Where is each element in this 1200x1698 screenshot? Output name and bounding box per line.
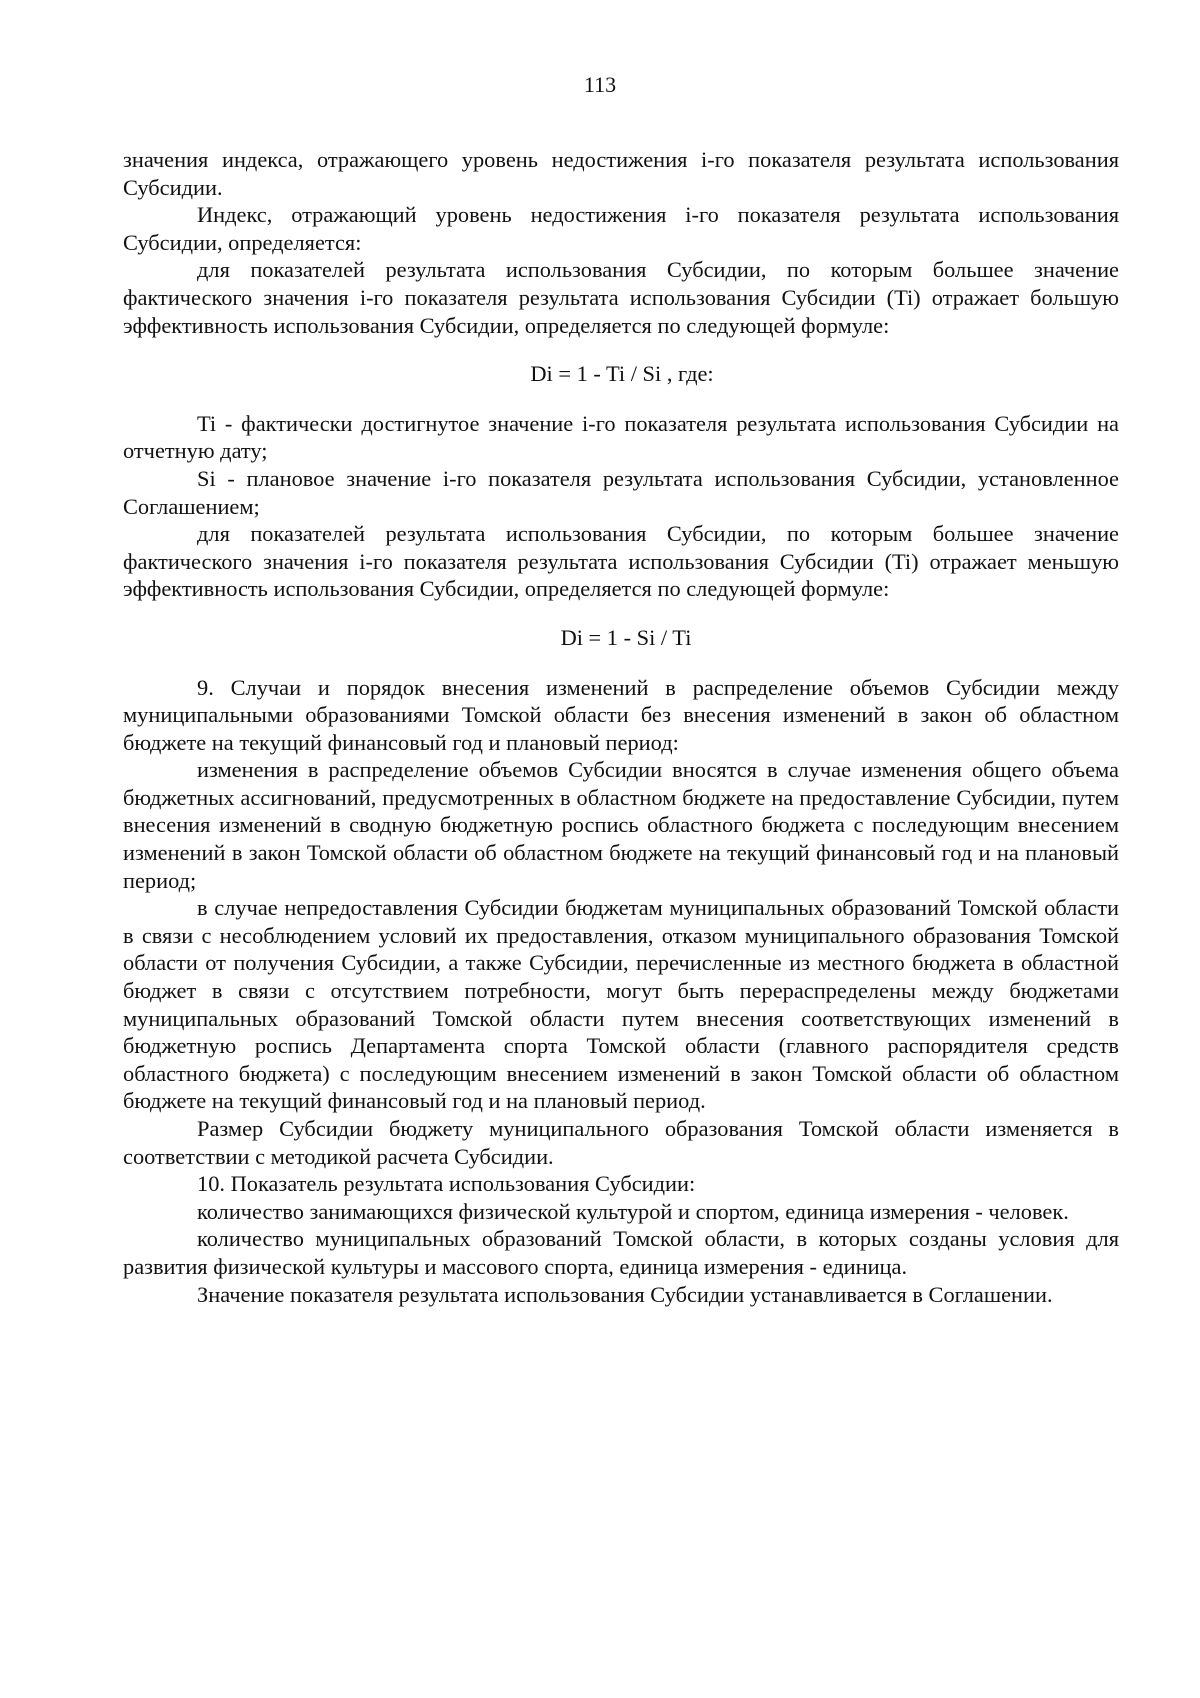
document-body <box>123 146 1119 1308</box>
paragraph-ti-definition: Ti - фактически достигнутое значение i-го показателя результата использования Субсидии на отчетную дату; <box>123 410 1119 464</box>
paragraph-si-definition: Si - плановое значение i-го показателя результата использования Субсидии, установленное Соглашением; <box>123 465 1119 519</box>
paragraph-indicator-municipalities: количество муниципальных образований Томской области, в которых созданы условия для развития физической культуры и массового спорта, единица измерения - единица. <box>123 1226 1119 1279</box>
paragraph-index-value: значения индекса, отражающего уровень недостижения i-го показателя результата использования Субсидии. <box>123 147 1119 200</box>
paragraph-greater-efficiency: для показателей результата использования Субсидии, по которым большее значение фактического значения i-го показателя результата использования Субсидии (Ti) отражает большую эффективность использования Субсидии, определяется по следующей формуле: <box>123 257 1119 338</box>
page-number: 113 <box>583 72 617 97</box>
formula-di-si-ti: Di = 1 - Si / Ti <box>560 624 692 650</box>
paragraph-section-10: 10. Показатель результата использования Субсидии: <box>197 1171 696 1197</box>
paragraph-changes-distribution: изменения в распределение объемов Субсидии вносятся в случае изменения общего объема бюджетных ассигнований, предусмотренных в областном бюджете на предоставление Субсидии, путем внесения изменений в сводную бюджетную роспись областного бюджета с последующим внесением изменений в закон Томской области об областном бюджете на текущий финансовый год и на плановый период; <box>123 757 1119 893</box>
formula-di-ti-si: Di = 1 - Ti / Si , где: <box>530 361 714 387</box>
paragraph-redistribution: в случае непредоставления Субсидии бюджетам муниципальных образований Томской области в связи с несоблюдением условий их предоставления, отказом муниципального образования Томской области от получения Субсидии, а также Субсидии, перечисленные из местного бюджета в областной бюджет в связи с отсутствием потребности, могут быть перераспределены между бюджетами муниципальных образований Томской области путем внесения соответствующих изменений в бюджетную роспись Департамента спорта Томской области (главного распорядителя средств областного бюджета) с последующим внесением изменений в закон Томской области об областном бюджете на текущий финансовый год и на плановый период. <box>123 895 1119 1114</box>
paragraph-lesser-efficiency: для показателей результата использования Субсидии, по которым большее значение фактического значения i-го показателя результата использования Субсидии (Ti) отражает меньшую эффективность использования Субсидии, определяется по следующей формуле: <box>123 521 1119 602</box>
paragraph-index-definition: Индекс, отражающий уровень недостижения i-го показателя результата использования Субсидии, определяется: <box>123 202 1119 255</box>
paragraph-section-9: 9. Случаи и порядок внесения изменений в распределение объемов Субсидии между муниципальными образованиями Томской области без внесения изменений в закон об областном бюджете на текущий финансовый год и плановый период: <box>123 674 1119 755</box>
paragraph-indicator-people: количество занимающихся физической культурой и спортом, единица измерения - человек. <box>197 1198 1069 1224</box>
paragraph-indicator-value: Значение показателя результата использования Субсидии устанавливается в Соглашении. <box>197 1281 1053 1307</box>
paragraph-subsidy-size: Размер Субсидии бюджету муниципального образования Томской области изменяется в соответствии с методикой расчета Субсидии. <box>123 1116 1119 1169</box>
